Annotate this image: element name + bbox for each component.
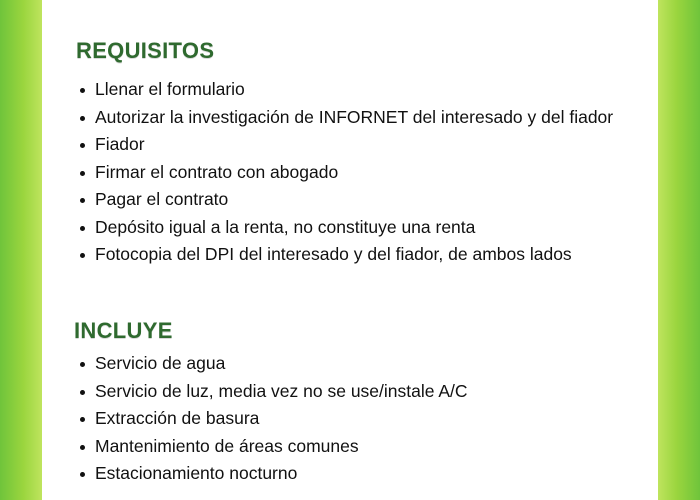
requisitos-heading: REQUISITOS [76,38,215,63]
list-item: Mantenimiento de áreas comunes [95,433,635,461]
list-item: Depósito igual a la renta, no constituye una renta [95,214,635,242]
list-item: Fotocopia del DPI del interesado y del fiador, de ambos lados [95,241,635,269]
list-item: Autorizar la investigación de INFORNET del interesado y del fiador [95,104,635,132]
list-item: Estacionamiento nocturno [95,460,635,488]
list-item: Firmar el contrato con abogado [95,159,635,187]
list-item: Pagar el contrato [95,186,635,214]
list-item: Llenar el formulario [95,76,635,104]
green-border-right [658,0,700,500]
incluye-list [95,350,635,488]
green-border-left [0,0,42,500]
list-item: Extracción de basura [95,405,635,433]
list-item: Fiador [95,131,635,159]
list-item: Servicio de luz, media vez no se use/instale A/C [95,378,635,406]
list-item: Servicio de agua [95,350,635,378]
requisitos-list [95,76,635,269]
incluye-heading: INCLUYE [74,318,173,343]
